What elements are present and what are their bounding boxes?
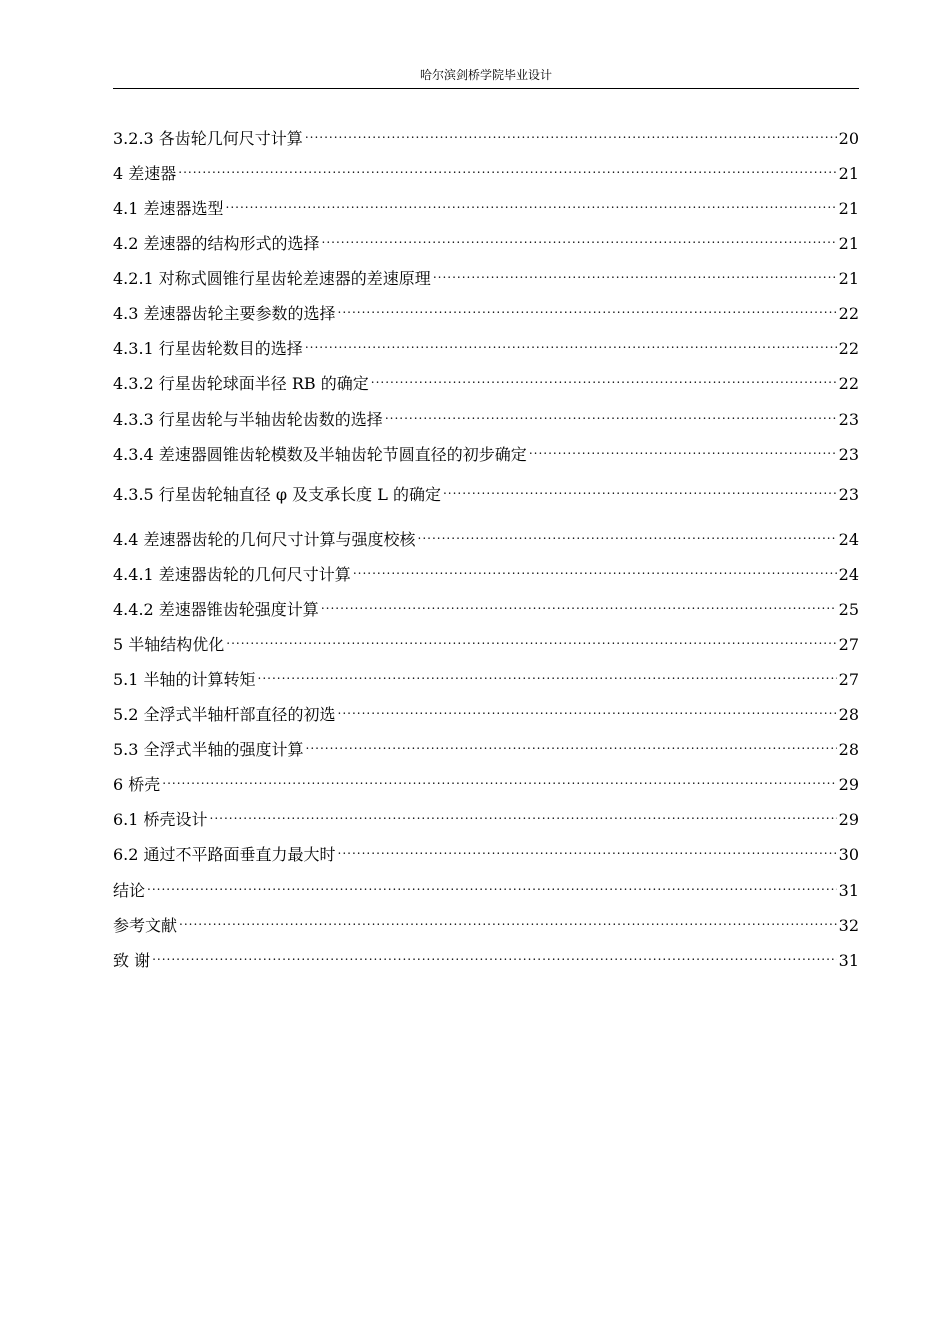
toc-entry-page: 27 bbox=[838, 670, 859, 689]
header-title: 哈尔滨剑桥学院毕业设计 bbox=[419, 68, 552, 82]
toc-entry-label: 4.2.1 对称式圆锥行星齿轮差速器的差速原理 bbox=[113, 269, 431, 288]
toc-entry-page: 29 bbox=[838, 810, 859, 829]
toc-entry-page: 31 bbox=[838, 951, 859, 970]
toc-entry-label: 6.1 桥壳设计 bbox=[113, 810, 208, 829]
toc-entry-page: 24 bbox=[838, 565, 859, 584]
toc-entry-label: 致 谢 bbox=[113, 951, 151, 970]
toc-leader-dots bbox=[338, 692, 837, 720]
toc-entry-label: 4.3.4 差速器圆锥齿轮模数及半轴齿轮节圆直径的初步确定 bbox=[113, 445, 527, 464]
toc-leader-dots bbox=[152, 938, 837, 966]
toc-leader-dots bbox=[226, 186, 837, 214]
toc-entry-label: 4.4.2 差速器锥齿轮强度计算 bbox=[113, 600, 319, 619]
toc-entry-label: 4.3.3 行星齿轮与半轴齿轮齿数的选择 bbox=[113, 410, 383, 429]
page-header bbox=[113, 66, 859, 89]
toc-entry-page: 29 bbox=[838, 775, 859, 794]
toc-entry-label: 5.2 全浮式半轴杆部直径的初选 bbox=[113, 705, 336, 724]
toc-entry[interactable] bbox=[113, 692, 859, 724]
toc-entry-page: 27 bbox=[838, 635, 859, 654]
toc-entry[interactable] bbox=[113, 868, 859, 900]
toc-entry-label: 4.3.1 行星齿轮数目的选择 bbox=[113, 339, 303, 358]
toc-entry-page: 23 bbox=[838, 410, 859, 429]
toc-leader-dots bbox=[162, 762, 836, 790]
toc-entry-page: 21 bbox=[838, 164, 859, 183]
toc-entry[interactable] bbox=[113, 291, 859, 323]
toc-entry-page: 22 bbox=[838, 304, 859, 323]
toc-entry-page: 22 bbox=[838, 339, 859, 358]
toc-entry-label: 4.3 差速器齿轮主要参数的选择 bbox=[113, 304, 336, 323]
toc-leader-dots bbox=[226, 622, 836, 650]
toc-entry-page: 31 bbox=[838, 881, 859, 900]
toc-entry-label: 参考文献 bbox=[113, 916, 178, 935]
toc-entry-page: 20 bbox=[838, 129, 859, 148]
toc-entry-label: 4.4.1 差速器齿轮的几何尺寸计算 bbox=[113, 565, 351, 584]
toc-leader-dots bbox=[147, 868, 837, 896]
toc-entry-label: 结论 bbox=[113, 881, 146, 900]
toc-entry-label: 4.2 差速器的结构形式的选择 bbox=[113, 234, 320, 253]
toc-entry-label: 4.4 差速器齿轮的几何尺寸计算与强度校核 bbox=[113, 530, 416, 549]
toc-leader-dots bbox=[178, 151, 836, 179]
toc-leader-dots bbox=[305, 116, 837, 144]
toc-entry-label: 3.2.3 各齿轮几何尺寸计算 bbox=[113, 129, 303, 148]
toc-entry-label: 5 半轴结构优化 bbox=[113, 635, 225, 654]
toc-entry-page: 25 bbox=[838, 600, 859, 619]
toc-leader-dots bbox=[338, 291, 837, 319]
toc-entry-label: 4.3.2 行星齿轮球面半径 RB 的确定 bbox=[113, 374, 369, 393]
toc-entry-label: 6.2 通过不平路面垂直力最大时 bbox=[113, 845, 336, 864]
toc-entry-page: 23 bbox=[838, 445, 859, 464]
toc-entry[interactable] bbox=[113, 186, 859, 218]
toc-entry-page: 21 bbox=[838, 234, 859, 253]
toc-entry[interactable] bbox=[113, 361, 859, 393]
toc-entry[interactable] bbox=[113, 517, 859, 549]
toc-entry[interactable] bbox=[113, 938, 859, 970]
toc-leader-dots bbox=[443, 472, 837, 500]
toc-leader-dots bbox=[322, 221, 837, 249]
toc-entry[interactable] bbox=[113, 622, 859, 654]
toc-entry[interactable] bbox=[113, 657, 859, 689]
toc-leader-dots bbox=[529, 432, 837, 460]
toc-entry[interactable] bbox=[113, 587, 859, 619]
toc-entry[interactable] bbox=[113, 832, 859, 864]
toc-entry-page: 22 bbox=[838, 374, 859, 393]
toc-leader-dots bbox=[258, 657, 837, 685]
toc-leader-dots bbox=[353, 552, 837, 580]
toc-leader-dots bbox=[418, 517, 837, 545]
toc-entry[interactable] bbox=[113, 397, 859, 429]
toc-leader-dots bbox=[305, 326, 837, 354]
toc-entry-page: 24 bbox=[838, 530, 859, 549]
toc-entry[interactable] bbox=[113, 432, 859, 464]
toc-entry-page: 21 bbox=[838, 269, 859, 288]
toc-leader-dots bbox=[306, 727, 837, 755]
toc-entry-page: 32 bbox=[838, 916, 859, 935]
toc-entry[interactable] bbox=[113, 472, 859, 504]
toc-entry-label: 5.3 全浮式半轴的强度计算 bbox=[113, 740, 304, 759]
toc-entry[interactable] bbox=[113, 762, 859, 794]
toc-leader-dots bbox=[338, 832, 837, 860]
toc-entry[interactable] bbox=[113, 797, 859, 829]
toc-leader-dots bbox=[179, 903, 837, 931]
toc-entry-label: 6 桥壳 bbox=[113, 775, 161, 794]
toc-entry-page: 21 bbox=[838, 199, 859, 218]
toc-entry[interactable] bbox=[113, 552, 859, 584]
toc-leader-dots bbox=[321, 587, 837, 615]
toc-entry[interactable] bbox=[113, 151, 859, 183]
toc-entry-label: 4 差速器 bbox=[113, 164, 177, 183]
toc-leader-dots bbox=[385, 397, 837, 425]
toc-entry[interactable] bbox=[113, 727, 859, 759]
toc-entry-page: 28 bbox=[838, 740, 859, 759]
toc-entry-page: 30 bbox=[838, 845, 859, 864]
toc-entry-page: 28 bbox=[838, 705, 859, 724]
toc-entry[interactable] bbox=[113, 221, 859, 253]
toc-entry[interactable] bbox=[113, 256, 859, 288]
toc-entry[interactable] bbox=[113, 326, 859, 358]
toc-entry[interactable] bbox=[113, 903, 859, 935]
toc-leader-dots bbox=[433, 256, 837, 284]
toc-leader-dots bbox=[210, 797, 837, 825]
toc-entry-label: 4.1 差速器选型 bbox=[113, 199, 224, 218]
toc-entry-label: 5.1 半轴的计算转矩 bbox=[113, 670, 256, 689]
toc-entry[interactable] bbox=[113, 116, 859, 148]
toc-entry-page: 23 bbox=[838, 485, 859, 504]
toc-entry-label: 4.3.5 行星齿轮轴直径 φ 及支承长度 L 的确定 bbox=[113, 485, 441, 504]
toc-leader-dots bbox=[371, 361, 837, 389]
